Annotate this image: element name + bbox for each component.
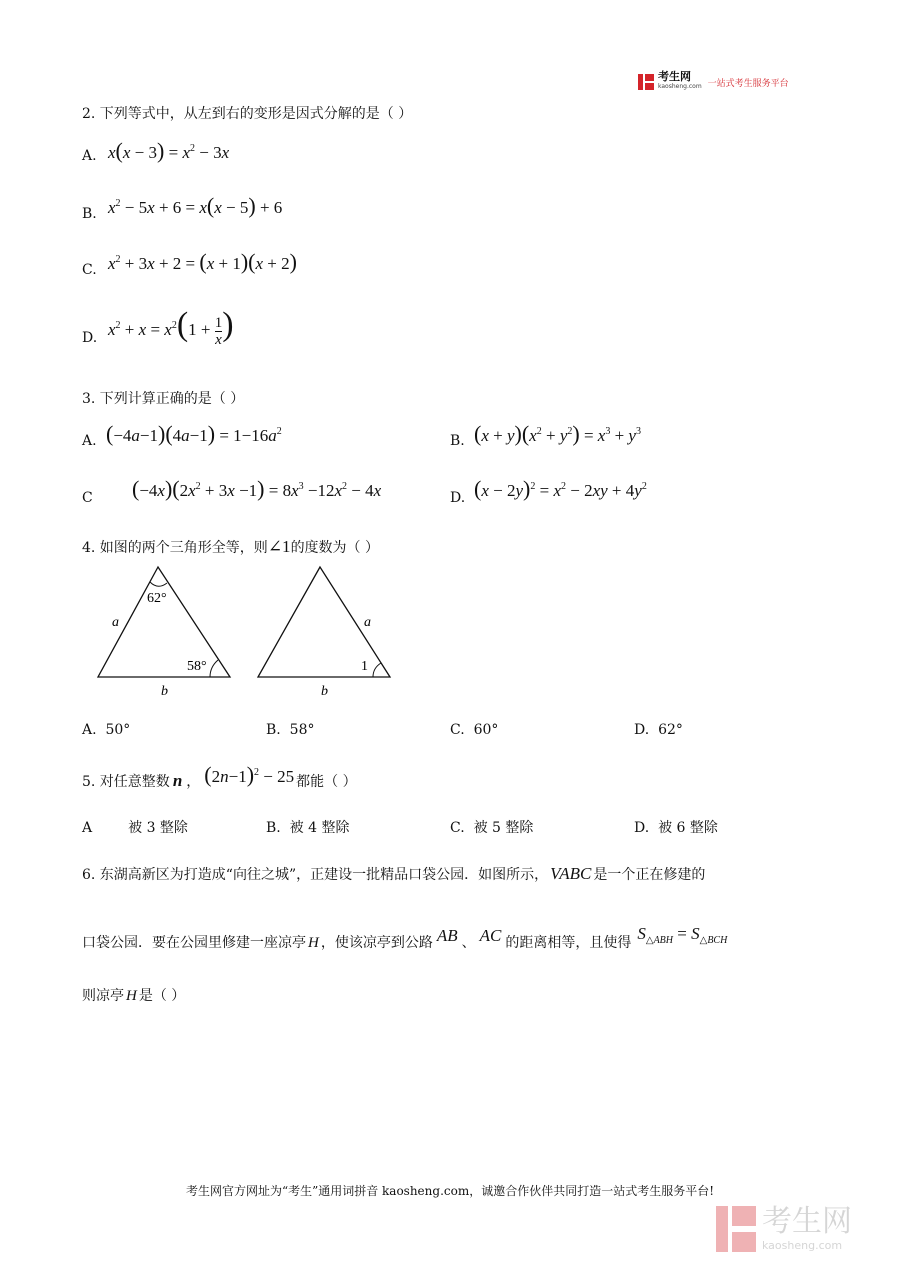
q6-road-ac: AC [479,926,502,945]
q3-option-c-label: C [82,490,93,506]
left-side-b-label: b [161,684,168,699]
q6-pavilion-var: H [308,935,319,951]
watermark-sub: kaosheng.com [762,1239,843,1252]
left-side-a-label: a [112,615,119,630]
q2-option-d-label: D. [82,330,98,346]
q5-option-c: C. 被 5 整除 [450,820,534,836]
watermark-text: 考生网 [762,1204,852,1239]
watermark-mark-icon [716,1206,756,1252]
right-angle-1-label: 1 [361,659,368,674]
left-top-angle-arc [150,582,167,586]
q6-road-ab: AB [436,926,458,945]
logo-sub: kaosheng.com [658,83,702,90]
q2-option-b-expr: $x^2 - 5x + 6 = x(x - 5) + 6$ [108,193,283,218]
q4-figure [90,562,400,702]
q6-line3-var: H [126,988,137,1004]
q2-stem: 2. 下列等式中，从左到右的变形是因式分解的是（ ） [82,106,413,122]
q3-option-a-label: A. [82,433,97,449]
left-right-angle-arc [210,660,218,677]
q5-option-b: B. 被 4 整除 [266,820,350,836]
q5-option-a: A 被 3 整除 [82,820,188,836]
left-angle-top-label: 62° [147,591,167,606]
left-angle-right-label: 58° [187,659,207,674]
q5-expression: $(2n-1)^2 - 25$ [204,762,295,787]
q2-option-c-expr: $x^2 + 3x + 2 = (x + 1)(x + 2)$ [108,249,297,274]
q4-option-c: C. 60° [450,722,499,738]
logo-text: 考生网 [658,70,691,83]
q3-option-b-label: B. [450,433,465,449]
q3-stem: 3. 下列计算正确的是（ ） [82,391,245,407]
footer-text: 考生网官方网址为“考生”通用词拼音 kaosheng.com，诚邀合作伙伴共同打造一站式考生服务平台! [185,1184,715,1198]
q5-stem: 5. 对任意整数 n ， $(2n-1)^2 - 25$ 都能（ ） [82,762,357,790]
q2-option-a-label: A. [82,148,97,164]
q2-option-c-label: C. [82,262,97,278]
q3-option-a-expr: $(-4a-1)(4a-1) = 1-16a^2$ [106,421,282,446]
q3-option-d-expr: $(x - 2y)^2 = x^2 - 2xy + 4y^2$ [474,476,647,501]
right-angle-1-arc [373,663,381,677]
q6-triangle: VABC [550,864,592,883]
q4-option-b: B. 58° [266,722,315,738]
q6-area-equation: $S_{\triangle ABH} = S_{\triangle BCH}$ [637,924,728,946]
q6-line2: 口袋公园．要在公园里修建一座凉亭 H ，使该凉亭到公路 AB 、 AC 的距离相等，且使得 $S_{\triangle ABH} = S_{\triangle BCH}$ [82,924,728,951]
header-slogan: 一站式考生服务平台 [707,78,789,89]
q2-option-a-expr: $x(x - 3) = x^2 - 3x$ [108,138,230,163]
q6-line1: 6. 东湖高新区为打造成“向往之城”，正建设一批精品口袋公园．如图所示， VABC 是一个正在修建的 [82,864,706,883]
watermark [716,1206,852,1252]
q3-option-b-expr: $(x + y)(x^2 + y^2) = x^3 + y^3$ [474,421,641,446]
q4-stem: 4. 如图的两个三角形全等，则∠1的度数为（ ） [82,537,380,556]
q2-option-d-expr: $x^2 + x = x^2(1$ + $\frac{1}{x}$ ) [108,306,234,348]
q4-option-d: D. 62° [634,722,683,738]
q5-option-d: D. 被 6 整除 [634,820,718,836]
q4-option-a: A. 50° [82,722,131,738]
right-side-b-label: b [321,684,328,699]
angle-1-symbol: ∠1 [267,537,291,556]
logo-mark-icon [638,74,654,90]
q5-var-n: n [172,771,183,790]
header-logo [638,72,789,92]
q3-option-c-expr: $(-4x)(2x^2 + 3x -1) = 8x^3 -12x^2 - 4x$ [132,476,382,501]
q6-line3: 则凉亭 H 是（ ） [82,988,186,1004]
q3-option-d-label: D. [450,490,466,506]
q2-option-b-label: B. [82,206,97,222]
right-side-a-label: a [364,615,371,630]
